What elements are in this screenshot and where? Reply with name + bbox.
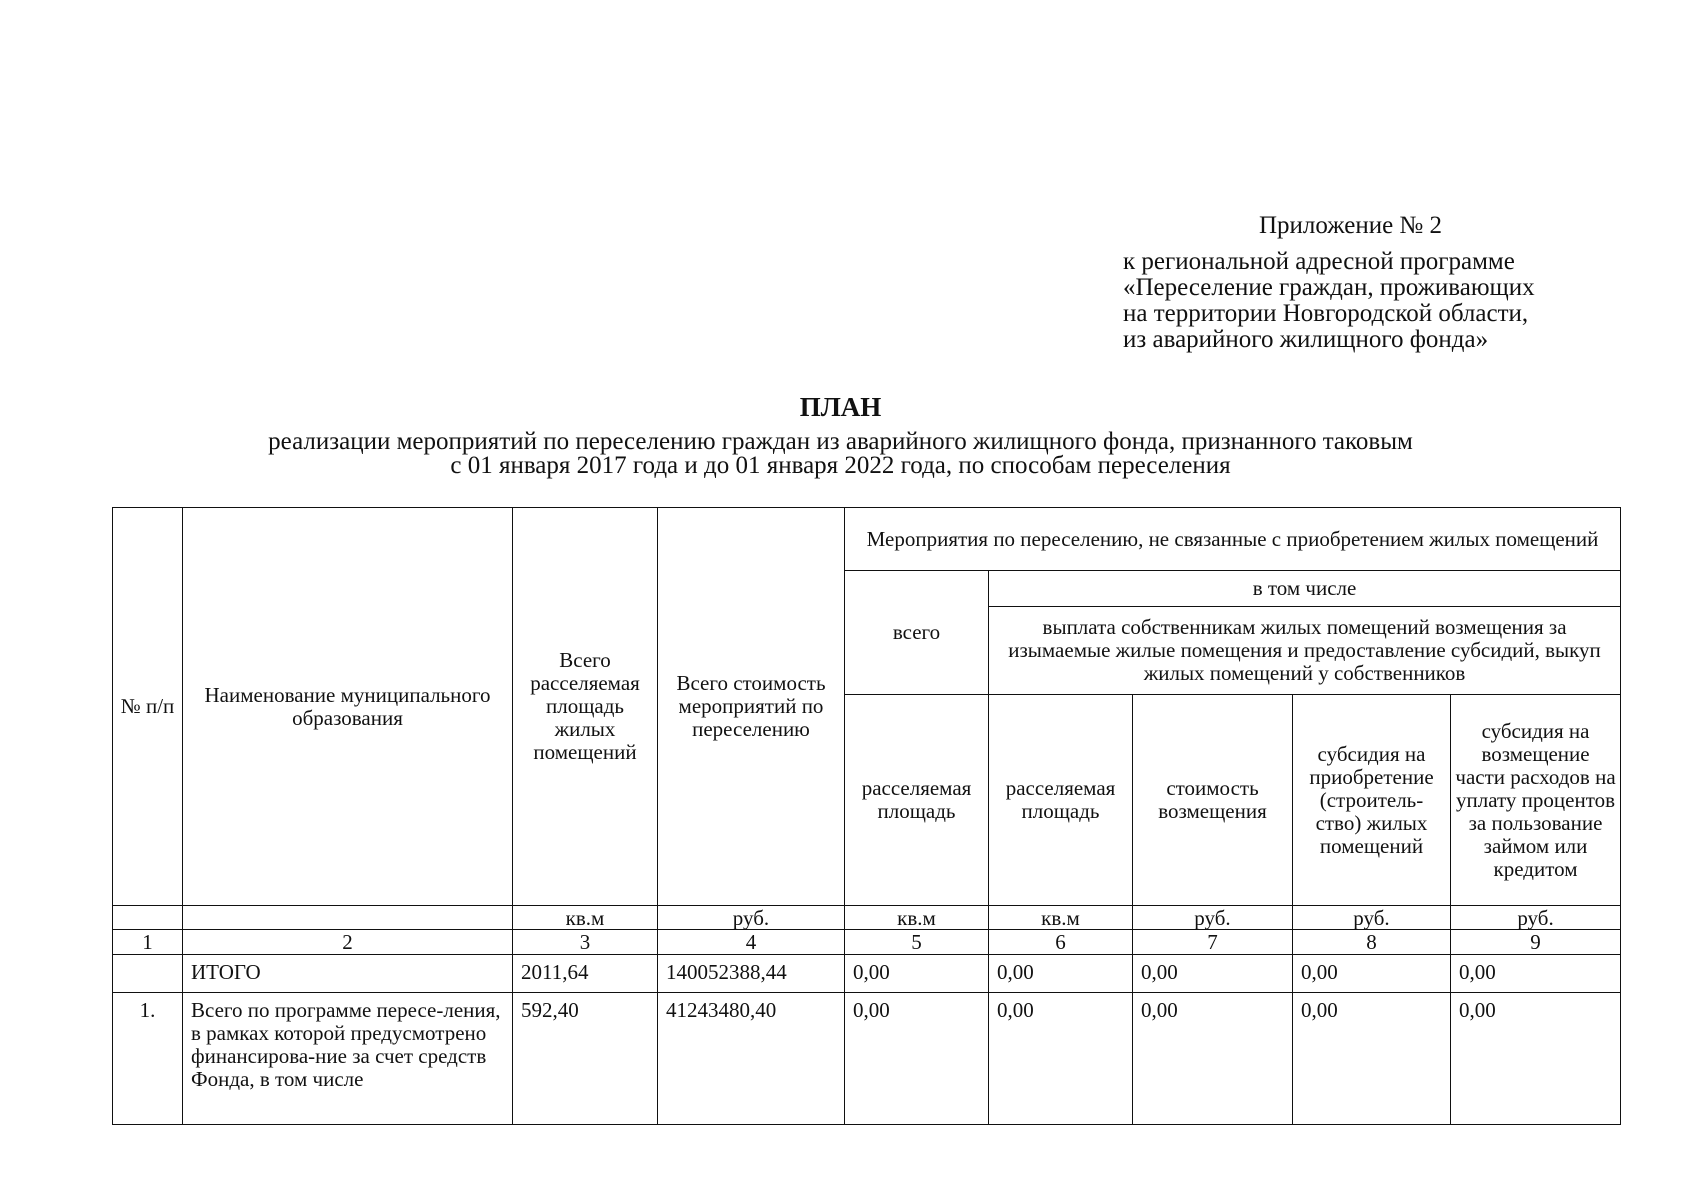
row-value: 41243480,40 bbox=[658, 993, 845, 1125]
unit-cell: кв.м bbox=[845, 906, 989, 930]
header-group: Мероприятия по переселению, не связанные с приобретением жилых помещений bbox=[845, 508, 1621, 571]
column-number: 4 bbox=[658, 930, 845, 955]
header-col8: субсидия на приобретение (строитель-ство) жилых помещений bbox=[1293, 695, 1451, 906]
row-number bbox=[113, 955, 183, 993]
unit-cell: руб. bbox=[658, 906, 845, 930]
header-including: в том числе bbox=[989, 571, 1621, 607]
row-value: 592,40 bbox=[513, 993, 658, 1125]
appendix-line: из аварийного жилищного фонда» bbox=[1123, 326, 1489, 353]
unit-cell: кв.м bbox=[989, 906, 1133, 930]
appendix-line: «Переселение граждан, проживающих bbox=[1123, 274, 1535, 301]
document-title: ПЛАН bbox=[799, 392, 882, 422]
appendix-line: к региональной адресной программе bbox=[1123, 248, 1515, 275]
row-value: 0,00 bbox=[989, 993, 1133, 1125]
header-total-cost: Всего стоимость мероприятий по переселению bbox=[658, 508, 845, 906]
unit-cell bbox=[183, 906, 513, 930]
plan-table bbox=[112, 507, 1621, 1125]
table-row bbox=[113, 993, 1621, 1125]
header-number: № п/п bbox=[113, 508, 183, 906]
row-name: Всего по программе пересе-ления, в рамках которой предусмотрено финансирова-ние за счет средств Фонда, в том числе bbox=[183, 993, 513, 1125]
header-col5: расселяемая площадь bbox=[845, 695, 989, 906]
header-col9: субсидия на возмещение части расходов на уплату процентов за пользование займом или кредитом bbox=[1451, 695, 1621, 906]
row-value: 0,00 bbox=[845, 955, 989, 993]
row-value: 0,00 bbox=[1133, 993, 1293, 1125]
unit-cell: руб. bbox=[1293, 906, 1451, 930]
row-value: 0,00 bbox=[1451, 955, 1621, 993]
column-number: 3 bbox=[513, 930, 658, 955]
document-heading bbox=[0, 393, 1681, 478]
header-col7: стоимость возмещения bbox=[1133, 695, 1293, 906]
column-number: 1 bbox=[113, 930, 183, 955]
document-subtitle-line: с 01 января 2017 года и до 01 января 2022 года, по способам переселения bbox=[450, 452, 1231, 479]
row-number: 1. bbox=[113, 993, 183, 1125]
row-value: 140052388,44 bbox=[658, 955, 845, 993]
unit-cell bbox=[113, 906, 183, 930]
row-value: 0,00 bbox=[1293, 955, 1451, 993]
header-total-area: Всего расселяемая площадь жилых помещений bbox=[513, 508, 658, 906]
document-subtitle-line: реализации мероприятий по переселению граждан из аварийного жилищного фонда, признанного таковым bbox=[268, 428, 1413, 455]
column-number: 6 bbox=[989, 930, 1133, 955]
column-number: 9 bbox=[1451, 930, 1621, 955]
header-name: Наименование муниципального образования bbox=[183, 508, 513, 906]
row-value: 0,00 bbox=[989, 955, 1133, 993]
appendix-block bbox=[1123, 213, 1643, 353]
row-value: 0,00 bbox=[845, 993, 989, 1125]
appendix-number: Приложение № 2 bbox=[1259, 212, 1443, 239]
appendix-line: на территории Новгородской области, bbox=[1123, 300, 1529, 327]
unit-cell: руб. bbox=[1133, 906, 1293, 930]
unit-cell: кв.м bbox=[513, 906, 658, 930]
header-total: всего bbox=[845, 571, 989, 695]
row-name: ИТОГО bbox=[183, 955, 513, 993]
column-number: 5 bbox=[845, 930, 989, 955]
row-value: 0,00 bbox=[1451, 993, 1621, 1125]
header-payout: выплата собственникам жилых помещений возмещения за изымаемые жилые помещения и предоставление субсидий, выкуп жилых помещений у собственников bbox=[989, 607, 1621, 695]
row-value: 0,00 bbox=[1293, 993, 1451, 1125]
column-number: 7 bbox=[1133, 930, 1293, 955]
row-value: 2011,64 bbox=[513, 955, 658, 993]
unit-cell: руб. bbox=[1451, 906, 1621, 930]
column-number: 2 bbox=[183, 930, 513, 955]
table-row bbox=[113, 955, 1621, 993]
row-value: 0,00 bbox=[1133, 955, 1293, 993]
column-number: 8 bbox=[1293, 930, 1451, 955]
header-col6: расселяемая площадь bbox=[989, 695, 1133, 906]
